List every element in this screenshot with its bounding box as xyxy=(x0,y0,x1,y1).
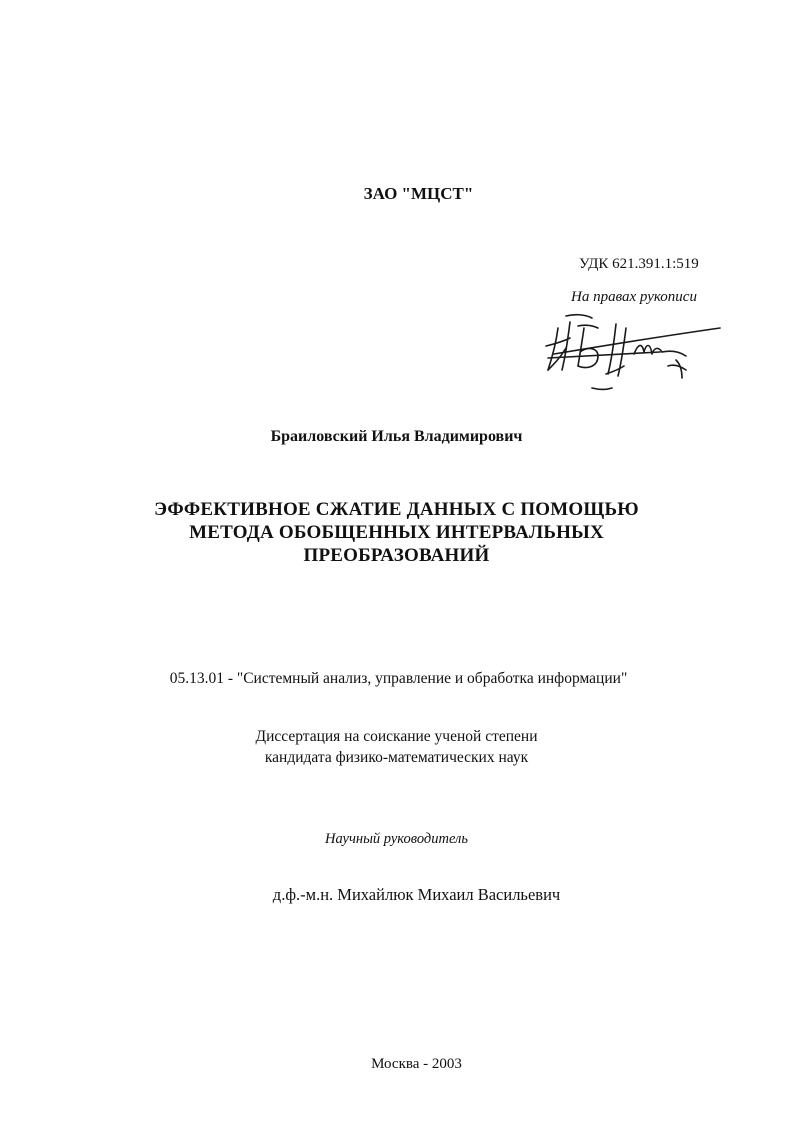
organization-name: ЗАО "МЦСТ" xyxy=(363,184,474,203)
author-name: Браиловский Илья Владимирович xyxy=(270,428,523,445)
advisor-label: Научный руководитель xyxy=(325,831,468,847)
udk-code: УДК 621.391.1:519 xyxy=(579,256,699,272)
title-line: ПРЕОБРАЗОВАНИЙ xyxy=(303,545,490,566)
manuscript-rights-note: На правах рукописи xyxy=(571,289,697,305)
degree-statement xyxy=(0,726,793,768)
degree-line: кандидата физико-математических наук xyxy=(264,749,529,766)
specialty-code: 05.13.01 - "Системный анализ, управление и обработка информации" xyxy=(169,670,628,687)
title-line: МЕТОДА ОБОБЩЕННЫХ ИНТЕРВАЛЬНЫХ xyxy=(189,522,604,543)
dissertation-title xyxy=(0,498,793,567)
handwritten-signature xyxy=(540,308,725,398)
title-line: ЭФФЕКТИВНОЕ СЖАТИЕ ДАННЫХ С ПОМОЩЬЮ xyxy=(154,499,639,520)
degree-line: Диссертация на соискание ученой степени xyxy=(255,728,538,745)
advisor-name: д.ф.-м.н. Михайлюк Михаил Васильевич xyxy=(272,885,561,904)
city-year: Москва - 2003 xyxy=(371,1056,462,1072)
